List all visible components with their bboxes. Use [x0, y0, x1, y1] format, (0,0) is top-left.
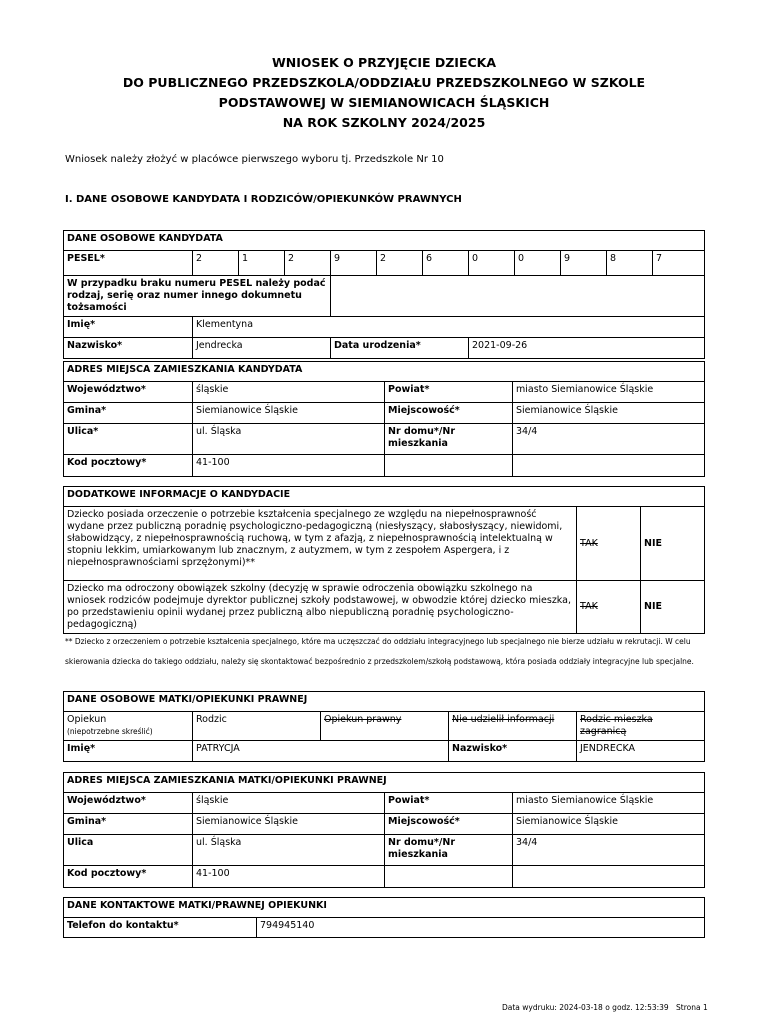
- mother-postal-code-field[interactable]: 41-100: [193, 866, 385, 888]
- mother-house-number-label: Nr domu*/Nr mieszkania: [385, 835, 513, 866]
- mother-town-label: Miejscowość*: [385, 814, 513, 835]
- voivodeship-field[interactable]: śląskie: [193, 382, 385, 403]
- mother-town-field[interactable]: Siemianowice Śląskie: [513, 814, 705, 835]
- commune-label: Gmina*: [64, 403, 193, 424]
- mother-last-name-label: Nazwisko*: [449, 741, 577, 762]
- special-needs-no-option[interactable]: NIE: [641, 507, 705, 581]
- section-title: I. DANE OSOBOWE KANDYDATA I RODZICÓW/OPIEKUNKÓW PRAWNYCH: [65, 194, 462, 205]
- mother-commune-label: Gmina*: [64, 814, 193, 835]
- mother-header: DANE OSOBOWE MATKI/OPIEKUNKI PRAWNEJ: [64, 692, 705, 712]
- mother-county-field[interactable]: miasto Siemianowice Śląskie: [513, 793, 705, 814]
- pesel-digit[interactable]: 6: [423, 251, 469, 276]
- mother-postal-code-label: Kod pocztowy*: [64, 866, 193, 888]
- town-label: Miejscowość*: [385, 403, 513, 424]
- last-name-field[interactable]: Jendrecka: [193, 338, 331, 359]
- voivodeship-label: Województwo*: [64, 382, 193, 403]
- pesel-digit[interactable]: 9: [331, 251, 377, 276]
- title-line-1: WNIOSEK O PRZYJĘCIE DZIECKA: [271, 55, 497, 70]
- mother-street-field[interactable]: ul. Śląska: [193, 835, 385, 866]
- mother-house-number-field[interactable]: 34/4: [513, 835, 705, 866]
- commune-field[interactable]: Siemianowice Śląskie: [193, 403, 385, 424]
- pesel-label: PESEL*: [64, 251, 193, 276]
- no-pesel-label: W przypadku braku numeru PESEL należy podać rodzaj, serię oraz numer innego dokumnetu tożsamości: [64, 276, 331, 317]
- deferred-schooling-yes-option[interactable]: TAK: [577, 581, 641, 634]
- county-label: Powiat*: [385, 382, 513, 403]
- town-field[interactable]: Siemianowice Śląskie: [513, 403, 705, 424]
- title-line-4: NA ROK SZKOLNY 2024/2025: [282, 115, 486, 130]
- guardian-option-abroad[interactable]: Rodzic mieszka zagranicą: [577, 712, 705, 741]
- mother-first-name-label: Imię*: [64, 741, 193, 762]
- last-name-label: Nazwisko*: [64, 338, 193, 359]
- mother-address-header: ADRES MIEJSCA ZAMIESZKANIA MATKI/OPIEKUNKI PRAWNEJ: [64, 773, 705, 793]
- guardian-hint: (niepotrzebne skreślić): [67, 727, 153, 736]
- candidate-address-header: ADRES MIEJSCA ZAMIESZKANIA KANDYDATA: [64, 362, 705, 382]
- mother-last-name-field[interactable]: JENDRECKA: [577, 741, 705, 762]
- deferred-schooling-no-option[interactable]: NIE: [641, 581, 705, 634]
- contact-table: [63, 897, 705, 938]
- empty-cell: [513, 455, 705, 477]
- first-name-label: Imię*: [64, 317, 193, 338]
- postal-code-label: Kod pocztowy*: [64, 455, 193, 477]
- county-field[interactable]: miasto Siemianowice Śląskie: [513, 382, 705, 403]
- guardian-option-legal[interactable]: Opiekun prawny: [321, 712, 449, 741]
- house-number-label: Nr domu*/Nr mieszkania: [385, 424, 513, 455]
- empty-cell: [385, 866, 513, 888]
- guardian-option-no-info[interactable]: Nie udzielił informacji: [449, 712, 577, 741]
- special-needs-question: Dziecko posiada orzeczenie o potrzebie kształcenia specjalnego ze względu na niepełnosprawność wydane przez publiczną poradnię psychologiczno-pedagogiczną (niesłyszący, słabosłyszący, niewidomi, słabowidzący, z niepełnosprawnością ruchową, w tym z afazją, z niepełnosprawnością intelektualną w stopniu lekkim, umiarkowanym lub znacznym, z autyzmem, w tym z zespołem Aspergera, i z niepełnosprawnościami sprzężonymi)**: [64, 507, 577, 581]
- first-name-field[interactable]: Klementyna: [193, 317, 705, 338]
- birth-date-label: Data urodzenia*: [331, 338, 469, 359]
- title-line-2: DO PUBLICZNEGO PRZEDSZKOLA/ODDZIAŁU PRZEDSZKOLNEGO W SZKOLE: [122, 75, 646, 90]
- pesel-digit[interactable]: 8: [607, 251, 653, 276]
- postal-code-field[interactable]: 41-100: [193, 455, 385, 477]
- pesel-row: [64, 251, 705, 276]
- phone-label: Telefon do kontaktu*: [64, 918, 257, 938]
- additional-info-table: [63, 486, 705, 634]
- mother-table: [63, 691, 705, 762]
- title-line-3: PODSTAWOWEJ W SIEMIANOWICACH ŚLĄSKICH: [218, 95, 550, 110]
- candidate-table: [63, 230, 705, 359]
- mother-voivodeship-field[interactable]: śląskie: [193, 793, 385, 814]
- mother-county-label: Powiat*: [385, 793, 513, 814]
- mother-voivodeship-label: Województwo*: [64, 793, 193, 814]
- empty-cell: [385, 455, 513, 477]
- pesel-digit[interactable]: 0: [515, 251, 561, 276]
- pesel-digit[interactable]: 2: [377, 251, 423, 276]
- house-number-field[interactable]: 34/4: [513, 424, 705, 455]
- pesel-digit[interactable]: 9: [561, 251, 607, 276]
- contact-header: DANE KONTAKTOWE MATKI/PRAWNEJ OPIEKUNKI: [64, 898, 705, 918]
- birth-date-field[interactable]: 2021-09-26: [469, 338, 705, 359]
- pesel-digit[interactable]: 1: [239, 251, 285, 276]
- pesel-digit[interactable]: 7: [653, 251, 705, 276]
- street-field[interactable]: ul. Śląska: [193, 424, 385, 455]
- additional-info-header: DODATKOWE INFORMACJE O KANDYDACIE: [64, 487, 705, 507]
- mother-commune-field[interactable]: Siemianowice Śląskie: [193, 814, 385, 835]
- pesel-digit[interactable]: 2: [193, 251, 239, 276]
- mother-address-table: [63, 772, 705, 888]
- special-needs-yes-option[interactable]: TAK: [577, 507, 641, 581]
- footnote: ** Dziecko z orzeczeniem o potrzebie kształcenia specjalnego, które ma uczęszczać do oddziału integracyjnego lub specjalnego nie bierze udziału w rekrutacji. W celu skierowania dziecka do takiego oddziału, należy się skontaktować bezpośrednio z przedszkolem/szkołą podstawową, która posiada oddziały integracyjne lub specjalne.: [65, 637, 694, 666]
- guardian-label: Opiekun: [67, 714, 107, 725]
- mother-street-label: Ulica: [64, 835, 193, 866]
- deferred-schooling-question: Dziecko ma odroczony obowiązek szkolny (decyzję w sprawie odroczenia obowiązku szkolnego na wniosek rodziców podejmuje dyrektor publicznej szkoły podstawowej, w obwodzie której dziecko mieszka, po przedstawieniu opinii wydanej przez publiczną albo niepubliczną poradnię psychologiczno-pedagogiczną): [64, 581, 577, 634]
- empty-cell: [513, 866, 705, 888]
- street-label: Ulica*: [64, 424, 193, 455]
- print-date: Data wydruku: 2024-03-18 o godz. 12:53:39: [502, 1003, 669, 1012]
- candidate-address-table: [63, 361, 705, 477]
- guardian-option-parent[interactable]: Rodzic: [193, 712, 321, 741]
- submission-note: Wniosek należy złożyć w placówce pierwszego wyboru tj. Przedszkole Nr 10: [65, 154, 444, 165]
- candidate-header: DANE OSOBOWE KANDYDATA: [64, 231, 705, 251]
- pesel-digit[interactable]: 2: [285, 251, 331, 276]
- pesel-digit[interactable]: 0: [469, 251, 515, 276]
- no-pesel-field[interactable]: [331, 276, 705, 317]
- mother-first-name-field[interactable]: PATRYCJA: [193, 741, 449, 762]
- phone-field[interactable]: 794945140: [257, 918, 705, 938]
- page-number: Strona 1: [676, 1003, 708, 1012]
- document-title: [0, 53, 768, 133]
- guardian-label-cell: [64, 712, 193, 741]
